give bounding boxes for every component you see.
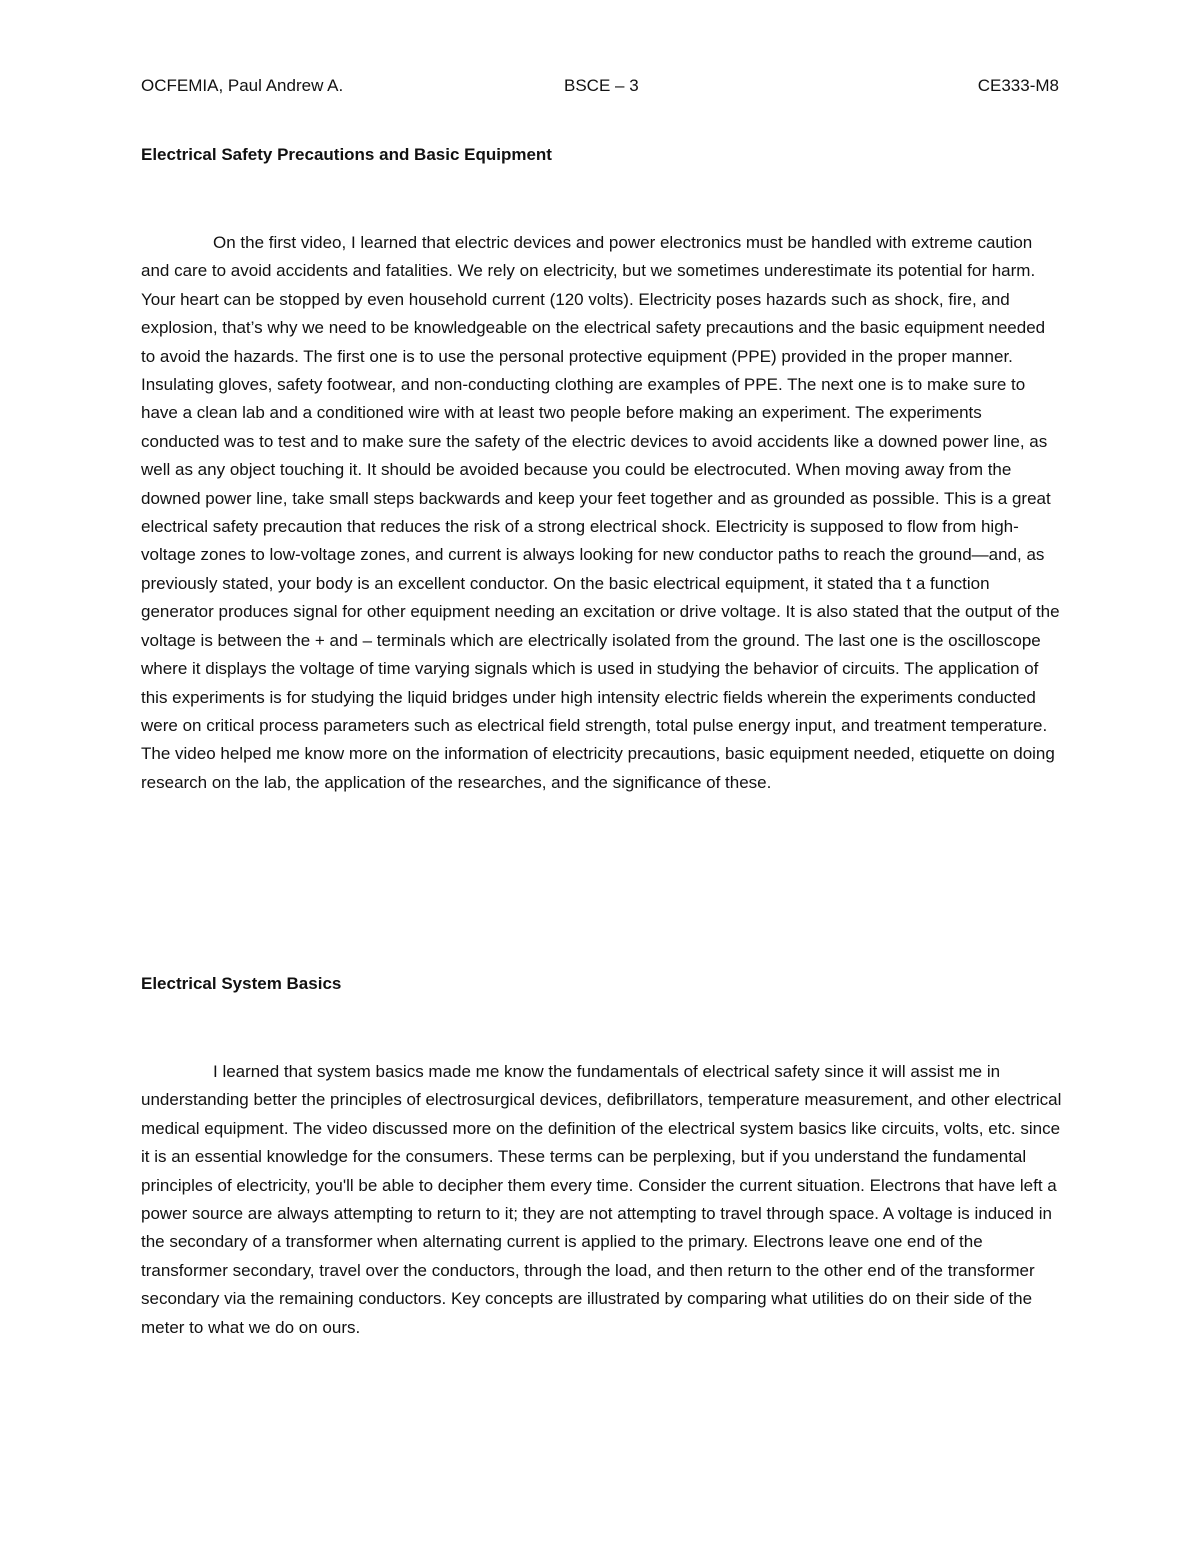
section-paragraph: On the first video, I learned that electric devices and power electronics must be handled with extreme caution and care to avoid accidents and fatalities. We rely on electricity, but we sometimes underestimate its potential for harm. Your heart can be stopped by even household current (120 volts). Electricity poses hazards such as shock, fire, and explosion, that’s why we need to be knowledgeable on the electrical safety precautions and the basic equipment needed to avoid the hazards. The first one is to use the personal protective equipment (PPE) provided in the proper manner. Insulating gloves, safety footwear, and non-conducting clothing are examples of PPE. The next one is to make sure to have a clean lab and a conditioned wire with at least two people before making an experiment. The experiments conducted was to test and to make sure the safety of the electric devices to avoid accidents like a downed power line, as well as any object touching it. It should be avoided because you could be electrocuted. When moving away from the downed power line, take small steps backwards and keep your feet together and as grounded as possible. This is a great electrical safety precaution that reduces the risk of a strong electrical shock. Electricity is supposed to flow from high-voltage zones to low-voltage zones, and current is always looking for new conductor paths to reach the ground—and, as previously stated, your body is an excellent conductor. On the basic electrical equipment, it stated tha t a function generator produces signal for other equipment needing an excitation or drive voltage. It is also stated that the output of the voltage is between the + and – terminals which are electrically isolated from the ground. The last one is the oscilloscope where it displays the voltage of time varying signals which is used in studying the behavior of circuits. The application of this experiments is for studying the liquid bridges under high intensity electric fields wherein the experiments conducted were on critical process parameters such as electrical field strength, total pulse energy input, and treatment temperature. The video helped me know more on the information of electricity precautions, basic equipment needed, etiquette on doing research on the lab, the application of the researches, and the significance of these. xyxy=(141,233,1060,792)
header-course: CE333-M8 xyxy=(977,76,1059,95)
header-program: BSCE – 3 xyxy=(564,76,639,95)
section-paragraph: I learned that system basics made me know the fundamentals of electrical safety since it will assist me in understanding better the principles of electrosurgical devices, defibrillators, temperature measurement, and other electrical medical equipment. The video discussed more on the definition of the electrical system basics like circuits, volts, etc. since it is an essential knowledge for the consumers. These terms can be perplexing, but if you understand the fundamental principles of electricity, you'll be able to decipher them every time. Consider the current situation. Electrons that have left a power source are always attempting to return to it; they are not attempting to travel through space. A voltage is induced in the secondary of a transformer when alternating current is applied to the primary. Electrons leave one end of the transformer secondary, travel over the conductors, through the load, and then return to the other end of the transformer secondary via the remaining conductors. Key concepts are illustrated by comparing what utilities do on their side of the meter to what we do on ours. xyxy=(141,1062,1062,1337)
page-header xyxy=(141,72,1059,100)
section-heading: Electrical Safety Precautions and Basic Equipment xyxy=(141,145,552,164)
header-author: OCFEMIA, Paul Andrew A. xyxy=(141,76,344,95)
section-heading: Electrical System Basics xyxy=(141,974,342,993)
